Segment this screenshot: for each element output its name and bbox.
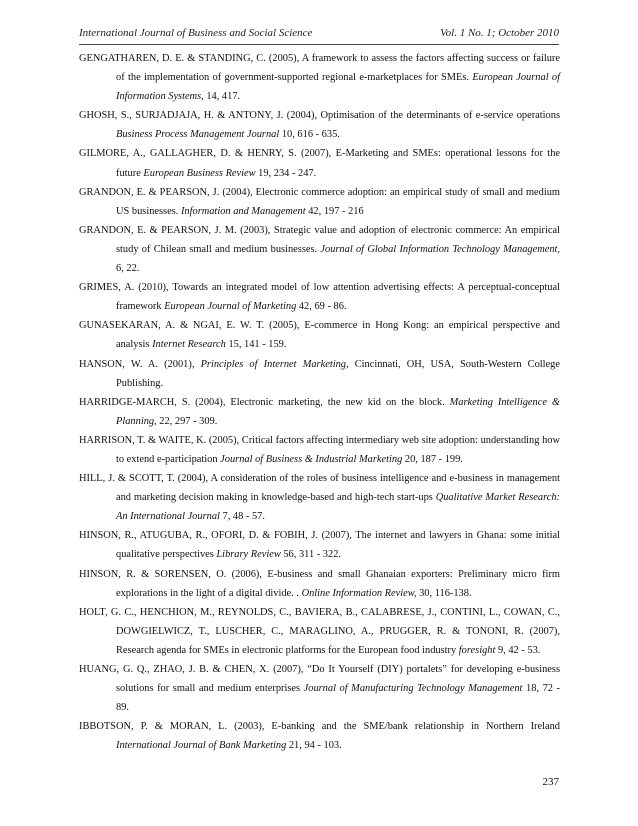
reference-entry: [79, 144, 560, 182]
reference-source: Information and Management: [180, 205, 306, 217]
reference-source: Online Information Review,: [301, 587, 417, 599]
header-rule: [79, 44, 559, 45]
reference-source: Business Process Management Journal: [116, 129, 280, 141]
reference-volume-pages: 56, 311 - 322.: [280, 549, 341, 561]
reference-text: GILMORE, A., GALLAGHER, D. & HENRY, S. (2007), E-Marketing and SMEs: operational lessons for the future: [79, 148, 560, 179]
reference-volume-pages: 9, 42 - 53.: [495, 644, 541, 656]
issue-info: Vol. 1 No. 1; October 2010: [440, 27, 559, 39]
reference-list: [79, 49, 560, 755]
reference-volume-pages: 30, 116-138.: [416, 587, 472, 599]
reference-text: IBBOTSON, P. & MORAN, L. (2003), E-banking and the SME/bank relationship in Northern Ireland: [79, 721, 560, 733]
reference-volume-pages: 14, 417.: [203, 91, 241, 103]
reference-entry: [79, 660, 560, 717]
reference-text: HILL, J. & SCOTT, T. (2004), A consideration of the roles of business intelligence and e-business in management and marketing decision making in knowledge-based and high-tech start-ups: [79, 473, 560, 504]
reference-volume-pages: 19, 234 - 247.: [255, 167, 317, 179]
reference-entry: [79, 49, 560, 106]
reference-source: Journal of Manufacturing Technology Management: [303, 683, 523, 695]
reference-source: Journal of Global Information Technology Management,: [320, 243, 560, 255]
reference-entry: [79, 106, 560, 144]
reference-entry: [79, 469, 560, 526]
reference-text: GRANDON, E. & PEARSON, J. M. (2003), Strategic value and adoption of electronic commerce: An empirical study of Chilean small and medium businesses.: [79, 224, 560, 255]
journal-title: International Journal of Business and Social Science: [79, 27, 313, 39]
reference-volume-pages: 10, 616 - 635.: [279, 129, 340, 141]
reference-entry: [79, 278, 560, 316]
reference-text: HOLT, G. C., HENCHION, M., REYNOLDS, C., BAVIERA, B., CALABRESE, J., CONTINI, L., COWAN, C., DOWGIELWICZ, T., LUSCHER, C., MARAGLINO, A., PRUGGER, R. & TONONI, R. (2007), Research agenda for SMEs in electronic platforms for the European food industry: [79, 606, 560, 656]
reference-volume-pages: 21, 94 - 103.: [286, 740, 342, 752]
page-number: 237: [542, 776, 559, 788]
reference-source: Principles of Internet Marketing,: [200, 358, 349, 370]
reference-entry: [79, 565, 560, 603]
reference-volume-pages: 42, 197 - 216: [305, 205, 364, 217]
reference-entry: [79, 355, 560, 393]
reference-text: GRANDON, E. & PEARSON, J. (2004), Electronic commerce adoption: an empirical study of small and medium US businesses.: [79, 186, 560, 217]
reference-source: Marketing Intelligence & Planning,: [116, 396, 560, 427]
reference-text: GRIMES, A. (2010), Towards an integrated model of low attention advertising effects: A perceptual-conceptual framework: [79, 282, 560, 313]
reference-entry: [79, 431, 560, 469]
reference-text: HARRIDGE-MARCH, S. (2004), Electronic marketing, the new kid on the block.: [79, 396, 450, 408]
reference-text: GHOSH, S., SURJADJAJA, H. & ANTONY, J. (2004), Optimisation of the determinants of e-service operations: [79, 110, 560, 122]
reference-source: European Business Review: [143, 167, 256, 179]
reference-entry: [79, 526, 560, 564]
reference-entry: [79, 183, 560, 221]
reference-entry: [79, 717, 560, 755]
reference-volume-pages: 18, 72 - 89.: [116, 683, 560, 714]
reference-text: HARRISON, T. & WAITE, K. (2005), Critical factors affecting intermediary web site adoption: understanding how to extend e-participation: [79, 434, 560, 465]
reference-volume-pages: 15, 141 - 159.: [225, 339, 287, 351]
reference-source: Library Review: [216, 549, 281, 561]
reference-text: HUANG, G. Q., ZHAO, J. B. & CHEN, X. (2007), “Do It Yourself (DIY) portalets” for developing e-business solutions for small and medium enterprises: [79, 664, 560, 695]
reference-entry: [79, 316, 560, 354]
reference-text: HINSON, R., ATUGUBA, R., OFORI, D. & FOBIH, J. (2007), The internet and lawyers in Ghana: some initial qualitative perspectives: [79, 530, 560, 561]
reference-text: HANSON, W. A. (2001),: [79, 358, 201, 370]
reference-volume-pages: Cincinnati, OH, USA, South-Western College Publishing.: [116, 358, 560, 389]
reference-source: European Journal of Information Systems,: [116, 72, 560, 103]
reference-volume-pages: 20, 187 - 199.: [402, 453, 463, 465]
reference-entry: [79, 393, 560, 431]
reference-text: HINSON, R. & SORENSEN, O. (2006), E-business and small Ghanaian exporters: Preliminary micro firm explorations in the light of a digital divide. .: [79, 568, 560, 599]
reference-source: Internet Research: [152, 339, 226, 351]
reference-volume-pages: 7, 48 - 57.: [219, 511, 265, 523]
reference-text: GUNASEKARAN, A. & NGAI, E. W. T. (2005), E-commerce in Hong Kong: an empirical perspective and analysis: [79, 320, 560, 351]
reference-text: GENGATHAREN, D. E. & STANDING, C. (2005), A framework to assess the factors affecting success or failure of the implementation of government-supported regional e-marketplaces for SMEs.: [79, 53, 560, 84]
reference-source: Qualitative Market Research: An International Journal: [116, 492, 560, 523]
reference-volume-pages: 6, 22.: [116, 263, 140, 275]
reference-source: European Journal of Marketing: [164, 301, 297, 313]
running-header: [79, 27, 559, 43]
reference-source: Journal of Business & Industrial Marketing: [220, 453, 403, 465]
reference-entry: [79, 221, 560, 278]
reference-volume-pages: 22, 297 - 309.: [156, 415, 218, 427]
reference-volume-pages: 42, 69 - 86.: [296, 301, 347, 313]
reference-source: International Journal of Bank Marketing: [116, 740, 287, 752]
reference-source: foresight: [458, 644, 496, 656]
reference-entry: [79, 603, 560, 660]
